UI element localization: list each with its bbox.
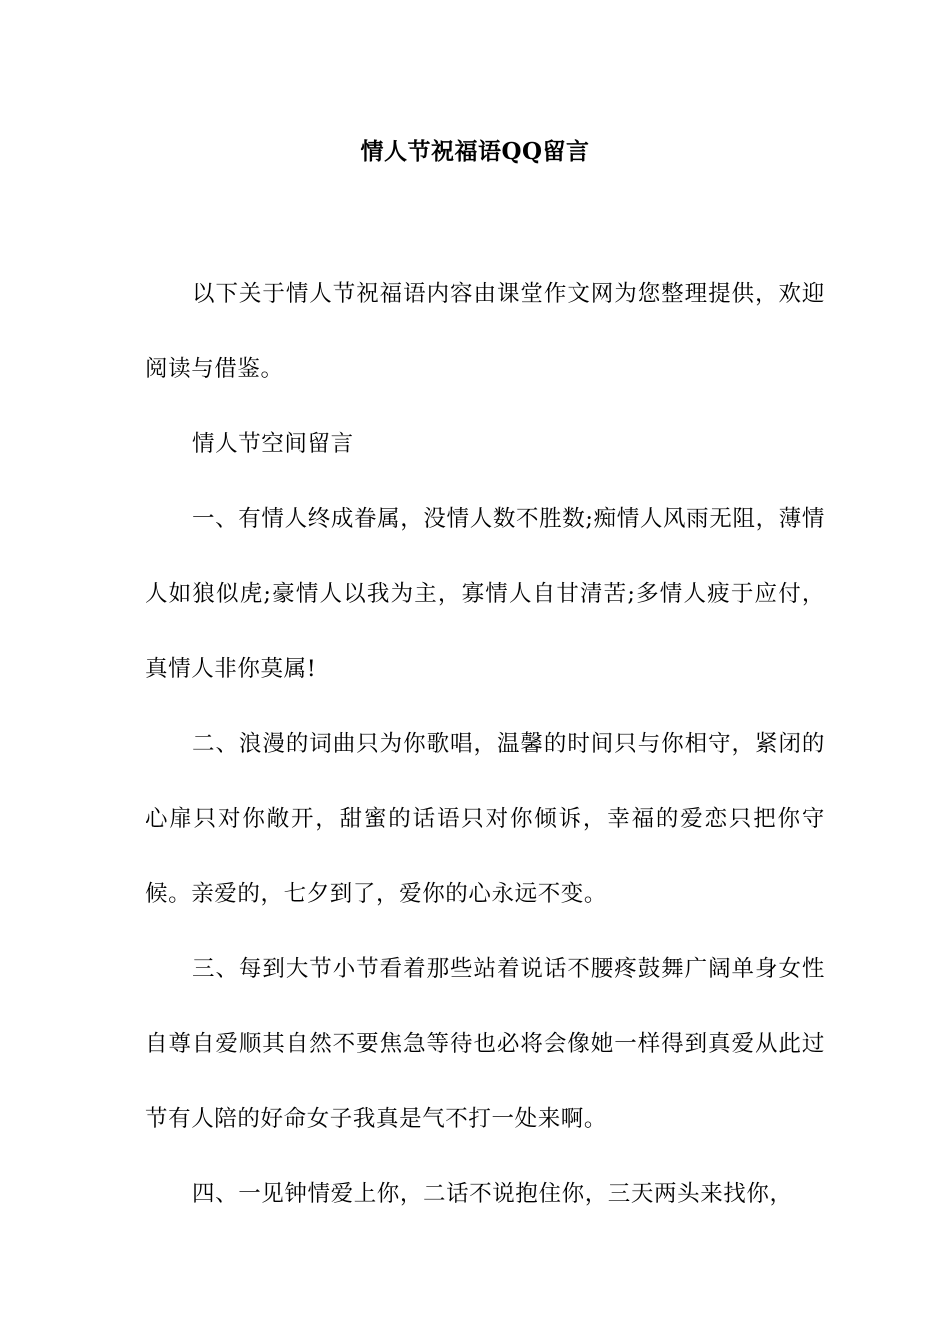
paragraph-item-1: 一、有情人终成眷属，没情人数不胜数;痴情人风雨无阻，薄情人如狼似虎;豪情人以我为主，寡情人自甘清苦;多情人疲于应付，真情人非你莫属! (145, 506, 825, 682)
document-title: 情人节祝福语QQ留言 (360, 138, 590, 165)
paragraph-item-3: 三、每到大节小节看着那些站着说话不腰疼鼓舞广阔单身女性自尊自爱顺其自然不要焦急等待也必将会像她一样得到真爱从此过节有人陪的好命女子我真是气不打一处来啊。 (145, 956, 825, 1132)
paragraph-item-4: 四、一见钟情爱上你，二话不说抱住你，三天两头来找你， (192, 1181, 793, 1207)
paragraph-item-2: 二、浪漫的词曲只为你歌唱，温馨的时间只与你相守，紧闭的心扉只对你敞开，甜蜜的话语只对你倾诉，幸福的爱恋只把你守候。亲爱的，七夕到了，爱你的心永远不变。 (145, 731, 825, 907)
paragraph-intro: 以下关于情人节祝福语内容由课堂作文网为您整理提供，欢迎阅读与借鉴。 (145, 281, 825, 382)
document-body (145, 257, 825, 1232)
paragraph-section-heading: 情人节空间留言 (192, 431, 354, 457)
